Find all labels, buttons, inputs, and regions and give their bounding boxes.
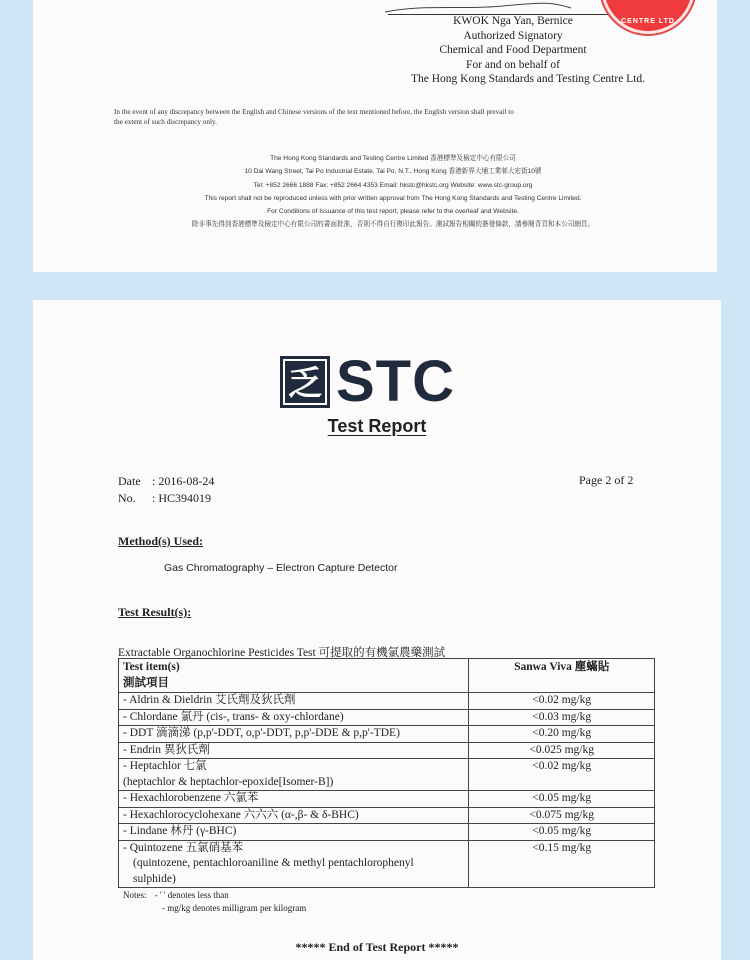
stc-logo-mark: 乏: [280, 356, 330, 408]
page-number: Page 2 of 2: [579, 473, 634, 487]
contact-line: 10 Dai Wang Street, Tai Po Industrial Estate, Tai Po, N.T., Hong Kong 香港新界大埔工業邨大宏街10號: [244, 168, 542, 176]
discrepancy-clause: [114, 107, 674, 127]
test-item: - DDT 滴滴涕 (p,p'-DDT, o,p'-DDT, p,p'-DDE & p,p'-TDE): [119, 726, 469, 743]
methods-heading: Method(s) Used:: [118, 534, 203, 548]
signatory-behalf: For and on behalf of: [466, 58, 560, 71]
signatory-block: [363, 14, 663, 87]
test-item: - Hexachlorobenzene 六氯苯: [119, 791, 469, 808]
stc-logo: [280, 349, 480, 414]
table-row: [119, 807, 655, 824]
column-header-item: [119, 659, 469, 693]
results-table: [118, 658, 655, 888]
contact-line: For Conditions of Issuance of this test report, please refer to the overleaf and Website.: [267, 208, 519, 216]
table-row: [119, 709, 655, 726]
test-item-detail: (heptachlor & heptachlor-epoxide[Isomer-B]): [123, 775, 334, 788]
table-header-row: [119, 659, 655, 693]
test-result: <0.05 mg/kg: [469, 824, 655, 841]
test-result: <0.20 mg/kg: [469, 726, 655, 743]
date-label: Date: [118, 474, 141, 488]
results-table-caption: Extractable Organochlorine Pesticides Test 可提取的有機氯農藥測試: [118, 647, 446, 659]
report-meta: [118, 473, 214, 507]
test-item-line: - Heptachlor 七氯: [123, 760, 207, 772]
end-of-report: ***** End of Test Report *****: [295, 940, 459, 954]
discrepancy-line: In the event of any discrepancy between the English and Chinese versions of the text mentioned before, the English version shall prevail to: [114, 108, 514, 116]
report-page-1-bottom: [33, 0, 717, 272]
contact-footer: [123, 152, 663, 232]
test-result: <0.03 mg/kg: [469, 709, 655, 726]
report-page-2: [33, 300, 721, 960]
notes: [123, 889, 306, 915]
report-title-text: Test Report: [327, 416, 427, 436]
test-item-detail: (quintozene, pentachloroaniline & methyl pentachlorophenyl: [133, 857, 414, 869]
test-item: - Lindane 林丹 (γ-BHC): [119, 824, 469, 841]
number-label: No.: [118, 491, 136, 505]
table-row: [119, 840, 655, 888]
test-item-detail: sulphide): [133, 872, 176, 885]
results-heading: Test Result(s):: [118, 605, 192, 619]
test-item: - Hexachlorocyclohexane 六六六 (α-,β- & δ-BHC): [119, 807, 469, 824]
test-item: [119, 840, 469, 888]
discrepancy-line: the extent of such discrepancy only.: [114, 118, 217, 126]
report-date: : 2016-08-24: [152, 474, 215, 488]
table-row: [119, 726, 655, 743]
signatory-department: Chemical and Food Department: [439, 44, 587, 56]
report-number: : HC394019: [152, 491, 212, 505]
contact-line: The Hong Kong Standards and Testing Centre Limited 香港標準及檢定中心有限公司: [270, 155, 516, 162]
method-value: Gas Chromatography – Electron Capture Detector: [164, 562, 398, 574]
note-line: - mg/kg denotes milligram per kilogram: [162, 903, 307, 913]
report-title: [33, 416, 721, 437]
table-row: [119, 742, 655, 759]
table-row: [119, 824, 655, 841]
test-item: [119, 759, 469, 791]
test-item: - Endrin 異狄氏劑: [119, 742, 469, 759]
test-item: - Chlordane 氯丹 (cis-, trans- & oxy-chlordane): [119, 709, 469, 726]
test-item: - Aldrin & Dieldrin 艾氏劑及狄氏劑: [119, 693, 469, 710]
test-result: <0.02 mg/kg: [469, 759, 655, 791]
test-result: <0.15 mg/kg: [469, 840, 655, 888]
test-result: <0.05 mg/kg: [469, 791, 655, 808]
test-result: <0.075 mg/kg: [469, 807, 655, 824]
notes-label: Notes:: [123, 890, 147, 900]
signature-scribble: [383, 0, 573, 14]
table-row: [119, 759, 655, 791]
column-header-item-en: Test item(s): [123, 661, 180, 673]
signatory-role: Authorized Signatory: [463, 29, 563, 42]
contact-line: 除非事先得到香港標準及檢定中心有限公司的書面批准，否則不得自行複印此報告。測試報告相關的簽發條款，請參閱背頁和本公司網頁。: [191, 221, 595, 229]
stamp-text: CENTRE LTD: [621, 18, 675, 25]
test-result: <0.025 mg/kg: [469, 742, 655, 759]
signatory-name: KWOK Nga Yan, Bernice: [453, 15, 573, 27]
test-result: <0.02 mg/kg: [469, 693, 655, 710]
signatory-organization: The Hong Kong Standards and Testing Centre Ltd.: [410, 73, 646, 85]
column-header-result: Sanwa Viva 塵蟎貼: [469, 659, 655, 693]
table-row: [119, 693, 655, 710]
column-header-item-zh: 測試項目: [123, 676, 169, 689]
stc-logo-text: STC: [336, 349, 455, 414]
test-item-line: - Quintozene 五氯硝基苯: [123, 841, 244, 854]
contact-line: Tel: +852 2666 1888 Fax: +852 2664 4353 Email: hkstc@hkstc.org Website: www.stc-group.org: [253, 181, 533, 189]
note-line: - ' ' denotes less than: [154, 890, 229, 900]
table-row: [119, 791, 655, 808]
contact-line: This report shall not be reproduced unless with prior written approval from The Hong Kong Standards and Testing Centre Limited.: [204, 194, 582, 202]
